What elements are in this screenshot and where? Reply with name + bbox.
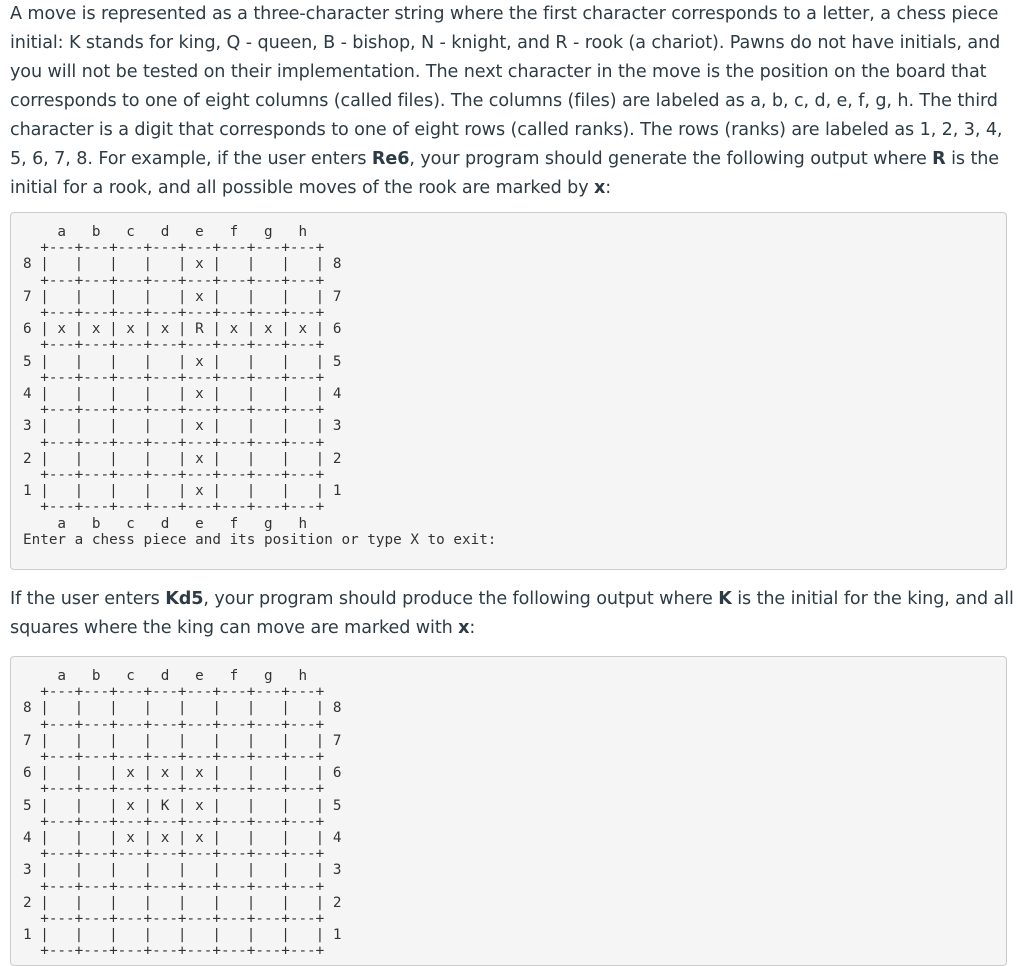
king-move-marker: x — [458, 618, 470, 638]
middle-text-3: is the initial for the king, and all squares where the king can move are marked with — [10, 589, 1014, 638]
example-move-king: Kd5 — [165, 589, 204, 609]
middle-text-4: : — [469, 618, 476, 638]
rook-board-output: a b c d e f g h +---+---+---+---+---+---+---+---+ 8 | | | | | x | | | | 8 +---+---+---+---+---+---+---+---+ 7 | | | | | x | | | | 7 +---+---+---+---+---+---+---+---+ 6 | x | x | x | x | R | x | x | x | 6 +---+---+---+---+---+---+---+---+ 5 | | | | | x | | | | 5 +---+---+---+---+---+---+---+---+ 4 | | | | | x | | | | 4 +---+---+---+---+---+---+---+---+ 3 | | | | | x | | | | 3 +---+---+---+---+---+---+---+---+ 2 | | | | | x | | | | 2 +---+---+---+---+---+---+---+---+ 1 | | | | | x | | | | 1 +---+---+---+---+---+---+---+---+ a b c d e f g h Enter a chess piece and its position or type X to exit: — [23, 224, 497, 548]
middle-text-1: If the user enters — [10, 589, 166, 609]
intro-text-2: , your program should generate the following output where — [409, 149, 933, 169]
example-move-rook: Re6 — [371, 149, 410, 169]
move-marker: x — [594, 178, 606, 198]
intro-text-1: A move is represented as a three-character string where the first character corresponds to a letter, a chess piece initial: K stands for king, Q - queen, B - bishop, N - knight, and R - rook (a chariot). Pawns do not have initials, and you will not be tested on their implementation. The next character in the move is the position on the board that corresponds to one of eight columns (called files). The columns (files) are labeled as a, b, c, d, e, f, g, h. The third character is a digit that corresponds to one of eight rows (called ranks). The rows (ranks) are labeled as 1, 2, 3, 4, 5, 6, 7, 8. For example, if the user enters — [10, 4, 1003, 169]
king-paragraph — [0, 585, 1024, 643]
intro-text-4: : — [605, 178, 612, 198]
intro-paragraph — [0, 0, 1024, 203]
intro-text-3: is the initial for a rook, and all possible moves of the rook are marked by — [10, 149, 1000, 198]
king-initial: K — [718, 589, 732, 609]
king-example-code-block — [10, 656, 1007, 966]
middle-text-2: , your program should produce the following output where — [203, 589, 719, 609]
rook-initial: R — [932, 149, 946, 169]
king-board-output: a b c d e f g h +---+---+---+---+---+---+---+---+ 8 | | | | | | | | | 8 +---+---+---+---+---+---+---+---+ 7 | | | | | | | | | 7 +---+---+---+---+---+---+---+---+ 6 | | | x | x | x | | | | 6 +---+---+---+---+---+---+---+---+ 5 | | | x | K | x | | | | 5 +---+---+---+---+---+---+---+---+ 4 | | | x | x | x | | | | 4 +---+---+---+---+---+---+---+---+ 3 | | | | | | | | | 3 +---+---+---+---+---+---+---+---+ 2 | | | | | | | | | 2 +---+---+---+---+---+---+---+---+ 1 | | | | | | | | | 1 +---+---+---+---+---+---+---+---+ — [23, 668, 342, 960]
rook-example-code-block — [10, 212, 1007, 570]
